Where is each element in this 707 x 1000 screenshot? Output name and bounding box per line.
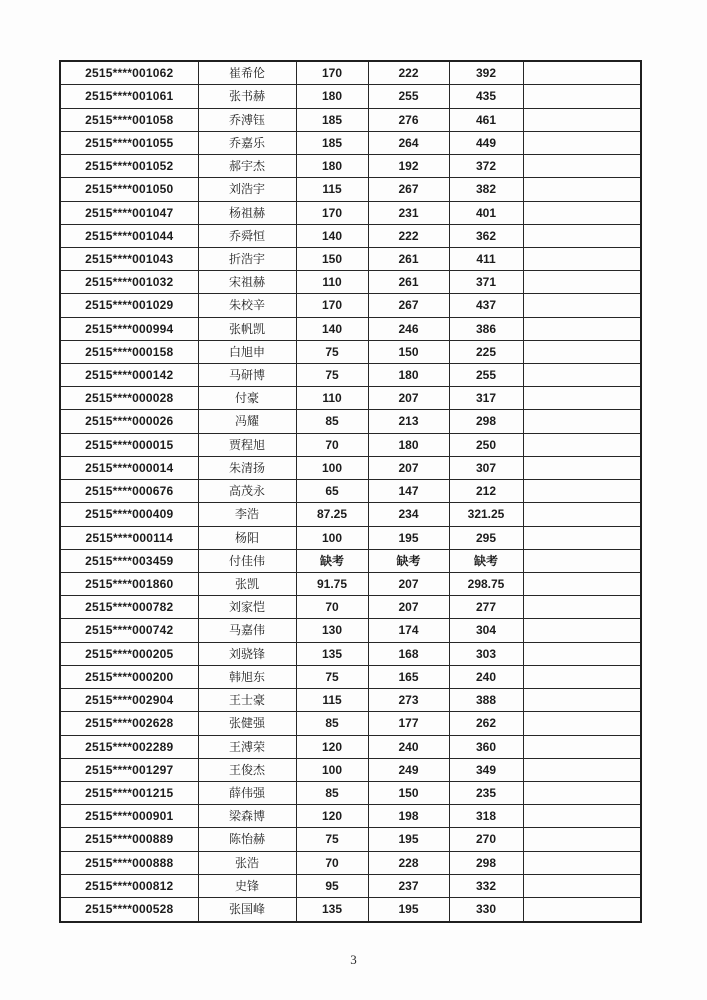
score2-cell: 228 <box>368 851 449 874</box>
score1-cell: 100 <box>296 758 368 781</box>
exam-id-cell: 2515****000114 <box>60 526 198 549</box>
total-cell: 303 <box>449 642 523 665</box>
exam-id-cell: 2515****000028 <box>60 387 198 410</box>
score-table <box>59 60 642 923</box>
table-row <box>60 456 641 479</box>
name-cell: 张国峰 <box>198 898 296 922</box>
score1-cell: 70 <box>296 851 368 874</box>
score1-cell: 75 <box>296 828 368 851</box>
remark-cell <box>523 503 641 526</box>
name-cell: 王俊杰 <box>198 758 296 781</box>
score2-cell: 255 <box>368 85 449 108</box>
score1-cell: 185 <box>296 108 368 131</box>
score1-cell: 70 <box>296 596 368 619</box>
exam-id-cell: 2515****001055 <box>60 131 198 154</box>
score1-cell: 100 <box>296 456 368 479</box>
remark-cell <box>523 108 641 131</box>
total-cell: 277 <box>449 596 523 619</box>
remark-cell <box>523 642 641 665</box>
total-cell: 382 <box>449 178 523 201</box>
exam-id-cell: 2515****000205 <box>60 642 198 665</box>
table-row <box>60 410 641 433</box>
remark-cell <box>523 433 641 456</box>
remark-cell <box>523 317 641 340</box>
score1-cell: 135 <box>296 898 368 922</box>
remark-cell <box>523 874 641 897</box>
name-cell: 高茂永 <box>198 480 296 503</box>
score2-cell: 267 <box>368 294 449 317</box>
table-row <box>60 573 641 596</box>
name-cell: 薛伟强 <box>198 781 296 804</box>
score2-cell: 207 <box>368 573 449 596</box>
exam-id-cell: 2515****001058 <box>60 108 198 131</box>
name-cell: 李浩 <box>198 503 296 526</box>
total-cell: 362 <box>449 224 523 247</box>
exam-id-cell: 2515****001032 <box>60 271 198 294</box>
remark-cell <box>523 61 641 85</box>
remark-cell <box>523 456 641 479</box>
table-row <box>60 178 641 201</box>
table-row <box>60 131 641 154</box>
exam-id-cell: 2515****000888 <box>60 851 198 874</box>
score2-cell: 207 <box>368 387 449 410</box>
score2-cell: 237 <box>368 874 449 897</box>
exam-id-cell: 2515****000889 <box>60 828 198 851</box>
name-cell: 张凯 <box>198 573 296 596</box>
total-cell: 317 <box>449 387 523 410</box>
remark-cell <box>523 665 641 688</box>
score1-cell: 75 <box>296 364 368 387</box>
remark-cell <box>523 549 641 572</box>
score1-cell: 130 <box>296 619 368 642</box>
exam-id-cell: 2515****000812 <box>60 874 198 897</box>
name-cell: 马研博 <box>198 364 296 387</box>
score1-cell: 95 <box>296 874 368 897</box>
score2-cell: 195 <box>368 526 449 549</box>
remark-cell <box>523 201 641 224</box>
score2-cell: 缺考 <box>368 549 449 572</box>
table-row <box>60 364 641 387</box>
name-cell: 杨祖赫 <box>198 201 296 224</box>
score1-cell: 87.25 <box>296 503 368 526</box>
table-row <box>60 201 641 224</box>
exam-id-cell: 2515****000409 <box>60 503 198 526</box>
exam-id-cell: 2515****001029 <box>60 294 198 317</box>
score2-cell: 177 <box>368 712 449 735</box>
table-row <box>60 317 641 340</box>
remark-cell <box>523 596 641 619</box>
name-cell: 陈怡赫 <box>198 828 296 851</box>
exam-id-cell: 2515****001044 <box>60 224 198 247</box>
exam-id-cell: 2515****001050 <box>60 178 198 201</box>
score1-cell: 170 <box>296 294 368 317</box>
score2-cell: 231 <box>368 201 449 224</box>
total-cell: 330 <box>449 898 523 922</box>
name-cell: 梁森博 <box>198 805 296 828</box>
table-row <box>60 851 641 874</box>
score1-cell: 150 <box>296 247 368 270</box>
table-row <box>60 61 641 85</box>
total-cell: 437 <box>449 294 523 317</box>
exam-id-cell: 2515****001062 <box>60 61 198 85</box>
score2-cell: 264 <box>368 131 449 154</box>
exam-id-cell: 2515****001215 <box>60 781 198 804</box>
table-row <box>60 340 641 363</box>
score2-cell: 207 <box>368 456 449 479</box>
name-cell: 张浩 <box>198 851 296 874</box>
score2-cell: 273 <box>368 689 449 712</box>
total-cell: 298.75 <box>449 573 523 596</box>
score2-cell: 147 <box>368 480 449 503</box>
score2-cell: 267 <box>368 178 449 201</box>
total-cell: 缺考 <box>449 549 523 572</box>
name-cell: 张帆凯 <box>198 317 296 340</box>
name-cell: 乔溥钰 <box>198 108 296 131</box>
table-row <box>60 874 641 897</box>
total-cell: 307 <box>449 456 523 479</box>
total-cell: 298 <box>449 410 523 433</box>
name-cell: 折浩宇 <box>198 247 296 270</box>
table-row <box>60 224 641 247</box>
remark-cell <box>523 781 641 804</box>
score1-cell: 170 <box>296 61 368 85</box>
exam-id-cell: 2515****001047 <box>60 201 198 224</box>
total-cell: 461 <box>449 108 523 131</box>
total-cell: 295 <box>449 526 523 549</box>
table-row <box>60 781 641 804</box>
score2-cell: 150 <box>368 781 449 804</box>
remark-cell <box>523 619 641 642</box>
exam-id-cell: 2515****002904 <box>60 689 198 712</box>
score2-cell: 234 <box>368 503 449 526</box>
remark-cell <box>523 85 641 108</box>
total-cell: 392 <box>449 61 523 85</box>
remark-cell <box>523 828 641 851</box>
remark-cell <box>523 155 641 178</box>
exam-id-cell: 2515****002628 <box>60 712 198 735</box>
remark-cell <box>523 712 641 735</box>
score1-cell: 140 <box>296 224 368 247</box>
table-row <box>60 526 641 549</box>
total-cell: 255 <box>449 364 523 387</box>
total-cell: 298 <box>449 851 523 874</box>
score2-cell: 222 <box>368 61 449 85</box>
name-cell: 贾程旭 <box>198 433 296 456</box>
remark-cell <box>523 340 641 363</box>
total-cell: 250 <box>449 433 523 456</box>
score1-cell: 170 <box>296 201 368 224</box>
score1-cell: 140 <box>296 317 368 340</box>
score2-cell: 174 <box>368 619 449 642</box>
score1-cell: 110 <box>296 387 368 410</box>
name-cell: 宋祖赫 <box>198 271 296 294</box>
total-cell: 304 <box>449 619 523 642</box>
score1-cell: 180 <box>296 155 368 178</box>
table-row <box>60 433 641 456</box>
remark-cell <box>523 178 641 201</box>
table-row <box>60 155 641 178</box>
name-cell: 朱清扬 <box>198 456 296 479</box>
table-row <box>60 480 641 503</box>
remark-cell <box>523 851 641 874</box>
table-row <box>60 665 641 688</box>
table-row <box>60 247 641 270</box>
name-cell: 崔希伦 <box>198 61 296 85</box>
score1-cell: 120 <box>296 805 368 828</box>
total-cell: 235 <box>449 781 523 804</box>
score2-cell: 195 <box>368 828 449 851</box>
name-cell: 刘骁锋 <box>198 642 296 665</box>
score2-cell: 246 <box>368 317 449 340</box>
total-cell: 449 <box>449 131 523 154</box>
score-table-body <box>60 61 641 922</box>
score1-cell: 缺考 <box>296 549 368 572</box>
score2-cell: 276 <box>368 108 449 131</box>
total-cell: 371 <box>449 271 523 294</box>
table-row <box>60 294 641 317</box>
name-cell: 郝宇杰 <box>198 155 296 178</box>
total-cell: 240 <box>449 665 523 688</box>
score1-cell: 120 <box>296 735 368 758</box>
remark-cell <box>523 131 641 154</box>
name-cell: 王士豪 <box>198 689 296 712</box>
table-row <box>60 805 641 828</box>
score1-cell: 91.75 <box>296 573 368 596</box>
remark-cell <box>523 758 641 781</box>
remark-cell <box>523 480 641 503</box>
remark-cell <box>523 689 641 712</box>
table-row <box>60 549 641 572</box>
total-cell: 262 <box>449 712 523 735</box>
name-cell: 刘浩宇 <box>198 178 296 201</box>
total-cell: 332 <box>449 874 523 897</box>
name-cell: 冯耀 <box>198 410 296 433</box>
name-cell: 张健强 <box>198 712 296 735</box>
remark-cell <box>523 805 641 828</box>
score2-cell: 222 <box>368 224 449 247</box>
exam-id-cell: 2515****001860 <box>60 573 198 596</box>
total-cell: 411 <box>449 247 523 270</box>
score1-cell: 75 <box>296 665 368 688</box>
score2-cell: 165 <box>368 665 449 688</box>
name-cell: 付豪 <box>198 387 296 410</box>
score2-cell: 180 <box>368 433 449 456</box>
exam-id-cell: 2515****000782 <box>60 596 198 619</box>
exam-id-cell: 2515****003459 <box>60 549 198 572</box>
total-cell: 321.25 <box>449 503 523 526</box>
score2-cell: 249 <box>368 758 449 781</box>
name-cell: 乔舜恒 <box>198 224 296 247</box>
table-row <box>60 596 641 619</box>
exam-id-cell: 2515****000994 <box>60 317 198 340</box>
exam-id-cell: 2515****000901 <box>60 805 198 828</box>
score2-cell: 261 <box>368 247 449 270</box>
table-row <box>60 271 641 294</box>
remark-cell <box>523 271 641 294</box>
exam-id-cell: 2515****000026 <box>60 410 198 433</box>
remark-cell <box>523 294 641 317</box>
remark-cell <box>523 247 641 270</box>
table-row <box>60 689 641 712</box>
score1-cell: 85 <box>296 781 368 804</box>
page-number: 3 <box>350 952 357 967</box>
score1-cell: 85 <box>296 712 368 735</box>
table-row <box>60 828 641 851</box>
remark-cell <box>523 898 641 922</box>
remark-cell <box>523 410 641 433</box>
table-row <box>60 735 641 758</box>
table-row <box>60 619 641 642</box>
score1-cell: 75 <box>296 340 368 363</box>
score2-cell: 213 <box>368 410 449 433</box>
score2-cell: 180 <box>368 364 449 387</box>
score2-cell: 261 <box>368 271 449 294</box>
name-cell: 史锋 <box>198 874 296 897</box>
score2-cell: 195 <box>368 898 449 922</box>
score2-cell: 198 <box>368 805 449 828</box>
score1-cell: 85 <box>296 410 368 433</box>
exam-id-cell: 2515****000142 <box>60 364 198 387</box>
score1-cell: 70 <box>296 433 368 456</box>
score1-cell: 180 <box>296 85 368 108</box>
score1-cell: 65 <box>296 480 368 503</box>
exam-id-cell: 2515****001043 <box>60 247 198 270</box>
remark-cell <box>523 224 641 247</box>
name-cell: 杨阳 <box>198 526 296 549</box>
score2-cell: 168 <box>368 642 449 665</box>
score2-cell: 150 <box>368 340 449 363</box>
table-row <box>60 108 641 131</box>
remark-cell <box>523 387 641 410</box>
score2-cell: 192 <box>368 155 449 178</box>
table-row <box>60 758 641 781</box>
name-cell: 马嘉伟 <box>198 619 296 642</box>
name-cell: 付佳伟 <box>198 549 296 572</box>
total-cell: 360 <box>449 735 523 758</box>
score1-cell: 115 <box>296 178 368 201</box>
name-cell: 白旭申 <box>198 340 296 363</box>
table-row <box>60 712 641 735</box>
score2-cell: 240 <box>368 735 449 758</box>
remark-cell <box>523 364 641 387</box>
score1-cell: 115 <box>296 689 368 712</box>
score1-cell: 110 <box>296 271 368 294</box>
total-cell: 388 <box>449 689 523 712</box>
table-row <box>60 503 641 526</box>
score1-cell: 100 <box>296 526 368 549</box>
exam-id-cell: 2515****001052 <box>60 155 198 178</box>
exam-id-cell: 2515****002289 <box>60 735 198 758</box>
total-cell: 270 <box>449 828 523 851</box>
name-cell: 朱校辛 <box>198 294 296 317</box>
table-row <box>60 642 641 665</box>
total-cell: 349 <box>449 758 523 781</box>
exam-id-cell: 2515****000742 <box>60 619 198 642</box>
exam-id-cell: 2515****000528 <box>60 898 198 922</box>
total-cell: 372 <box>449 155 523 178</box>
total-cell: 225 <box>449 340 523 363</box>
total-cell: 401 <box>449 201 523 224</box>
total-cell: 212 <box>449 480 523 503</box>
score2-cell: 207 <box>368 596 449 619</box>
exam-id-cell: 2515****001061 <box>60 85 198 108</box>
score1-cell: 135 <box>296 642 368 665</box>
name-cell: 刘家恺 <box>198 596 296 619</box>
exam-id-cell: 2515****000676 <box>60 480 198 503</box>
remark-cell <box>523 735 641 758</box>
score1-cell: 185 <box>296 131 368 154</box>
name-cell: 韩旭东 <box>198 665 296 688</box>
remark-cell <box>523 526 641 549</box>
exam-id-cell: 2515****000015 <box>60 433 198 456</box>
remark-cell <box>523 573 641 596</box>
total-cell: 435 <box>449 85 523 108</box>
table-row <box>60 898 641 922</box>
exam-id-cell: 2515****000158 <box>60 340 198 363</box>
table-row <box>60 85 641 108</box>
name-cell: 乔嘉乐 <box>198 131 296 154</box>
name-cell: 王溥荣 <box>198 735 296 758</box>
exam-id-cell: 2515****000200 <box>60 665 198 688</box>
name-cell: 张书赫 <box>198 85 296 108</box>
table-row <box>60 387 641 410</box>
exam-id-cell: 2515****000014 <box>60 456 198 479</box>
total-cell: 386 <box>449 317 523 340</box>
exam-id-cell: 2515****001297 <box>60 758 198 781</box>
total-cell: 318 <box>449 805 523 828</box>
